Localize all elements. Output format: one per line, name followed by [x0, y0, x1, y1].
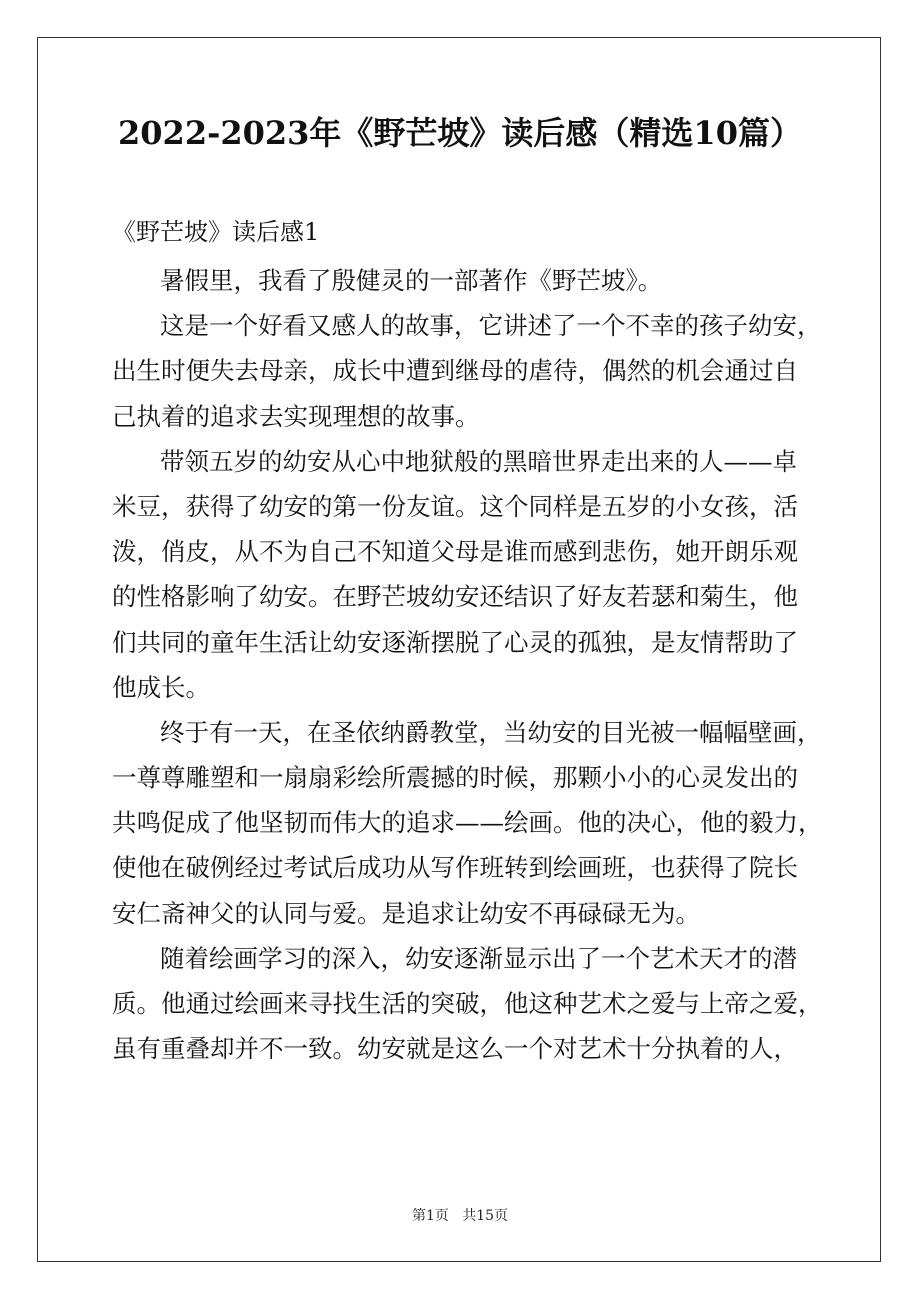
text-line: 他成长。: [112, 672, 210, 702]
text-line: 的性格影响了幼安。在野芒坡幼安还结识了好友若瑟和菊生，他: [112, 582, 798, 612]
text-line: 一尊尊雕塑和一扇扇彩绘所震撼的时候，那颗小小的心灵发出的: [112, 763, 798, 793]
text-line: 终于有一天，在圣依纳爵教堂，当幼安的目光被一幅幅壁画，: [160, 717, 822, 747]
page-number-footer: 第1页 共15页: [411, 1208, 509, 1224]
text-line: 出生时便失去母亲，成长中遭到继母的虐待，偶然的机会通过自: [112, 356, 798, 386]
text-line: 这是一个好看又感人的故事，它讲述了一个不幸的孩子幼安，: [160, 311, 822, 341]
text-line: 使他在破例经过考试后成功从写作班转到绘画班，也获得了院长: [112, 853, 798, 883]
text-line: 己执着的追求去实现理想的故事。: [112, 401, 480, 431]
text-line: 共鸣促成了他坚韧而伟大的追求——绘画。他的决心，他的毅力，: [112, 808, 823, 838]
text-line: 们共同的童年生活让幼安逐渐摆脱了心灵的孤独，是友情帮助了: [112, 627, 798, 657]
body-text: [112, 258, 823, 1071]
text-line: 泼，俏皮，从不为自己不知道父母是谁而感到悲伤，她开朗乐观: [112, 537, 798, 567]
section-heading: 《野芒坡》读后感1: [112, 218, 320, 246]
text-line: 暑假里，我看了殷健灵的一部著作《野芒坡》。: [160, 266, 663, 295]
text-line: 带领五岁的幼安从心中地狱般的黑暗世界走出来的人——卓: [160, 446, 797, 476]
text-line: 质。他通过绘画来寻找生活的突破，他这种艺术之爱与上帝之爱，: [112, 989, 823, 1018]
document-title: 2022-2023年《野芒坡》读后感（精选10篇）: [118, 114, 802, 152]
text-line: 虽有重叠却并不一致。幼安就是这么一个对艺术十分执着的人，: [112, 1034, 798, 1064]
text-line: 随着绘画学习的深入，幼安逐渐显示出了一个艺术天才的潜: [160, 943, 797, 973]
text-line: 安仁斋神父的认同与爱。是追求让幼安不再碌碌无为。: [112, 898, 700, 928]
text-line: 米豆，获得了幼安的第一份友谊。这个同样是五岁的小女孩，活: [112, 491, 798, 521]
